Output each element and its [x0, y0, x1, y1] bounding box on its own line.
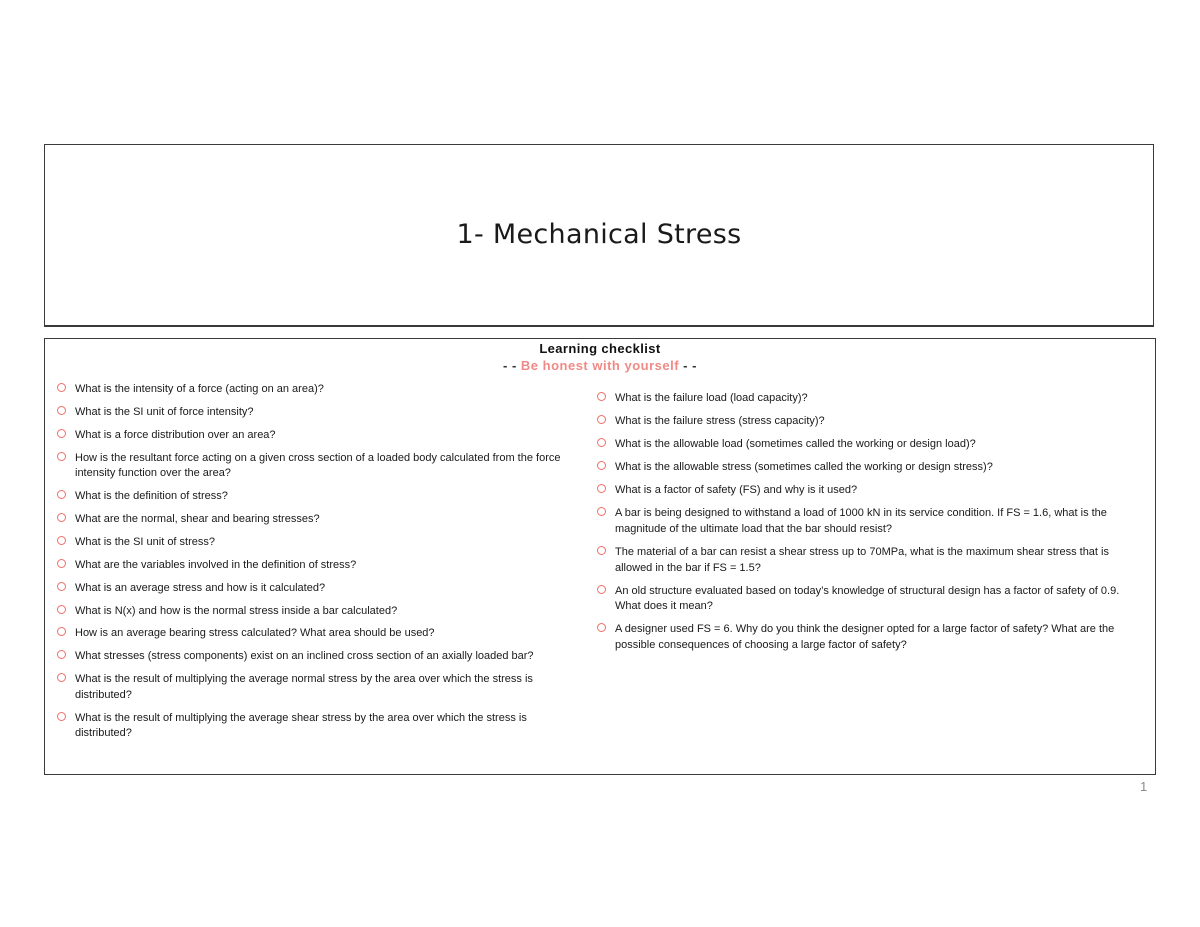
checklist-item [597, 437, 1147, 453]
circle-outline-icon [57, 627, 66, 636]
checklist-subheading [45, 358, 1155, 373]
checklist-item [57, 512, 567, 528]
circle-outline-icon [597, 585, 606, 594]
checklist-item-text: How is an average bearing stress calculated? What area should be used? [75, 627, 435, 640]
checklist-left-column [57, 382, 567, 749]
checklist-item [57, 558, 567, 574]
checklist-item-text: How is the resultant force acting on a given cross section of a loaded body calculated from the force intensity function over the area? [75, 451, 561, 480]
checklist-item-text: What are the normal, shear and bearing stresses? [75, 512, 320, 525]
circle-outline-icon [57, 582, 66, 591]
checklist-item-text: What is an average stress and how is it calculated? [75, 581, 326, 594]
circle-outline-icon [597, 623, 606, 632]
checklist-item-text: What stresses (stress components) exist on an inclined cross section of an axially loaded bar? [75, 650, 534, 663]
checklist-item-text: The material of a bar can resist a shear stress up to 70MPa, what is the maximum shear stress that is allowed in the bar if FS = 1.5? [615, 546, 1109, 574]
circle-outline-icon [57, 712, 66, 721]
circle-outline-icon [57, 650, 66, 659]
checklist-item-text: An old structure evaluated based on today’s knowledge of structural design has a factor of safety of 0.9. What does it mean? [615, 584, 1120, 613]
circle-outline-icon [57, 429, 66, 438]
circle-outline-icon [57, 673, 66, 682]
learning-checklist-box [44, 338, 1156, 775]
circle-outline-icon [57, 536, 66, 545]
checklist-item-text: What is the allowable load (sometimes called the working or design load)? [615, 438, 976, 451]
checklist-item-text: What is a force distribution over an area? [75, 428, 276, 441]
title-slide-box [44, 144, 1154, 327]
checklist-heading: Learning checklist [539, 341, 661, 356]
checklist-item [597, 460, 1147, 476]
circle-outline-icon [597, 438, 606, 447]
checklist-item [57, 649, 567, 665]
checklist-item [57, 626, 567, 642]
checklist-item-text: What is the allowable stress (sometimes called the working or design stress)? [615, 461, 993, 474]
circle-outline-icon [597, 461, 606, 470]
circle-outline-icon [597, 484, 606, 493]
checklist-item-text: What is a factor of safety (FS) and why is it used? [615, 484, 858, 497]
circle-outline-icon [57, 605, 66, 614]
checklist-item [57, 405, 567, 421]
circle-outline-icon [597, 415, 606, 424]
checklist-item-text: A bar is being designed to withstand a load of 1000 kN in its service condition. If FS = 1.6, what is the magnitude of the ultimate load that the bar should resist? [615, 507, 1107, 535]
circle-outline-icon [597, 392, 606, 401]
checklist-item [57, 489, 567, 505]
checklist-item-text: What is the failure load (load capacity)? [615, 392, 808, 404]
checklist-item [57, 672, 567, 703]
checklist-item-text: What is the definition of stress? [75, 490, 228, 503]
checklist-item-text: What is the SI unit of force intensity? [75, 405, 254, 418]
circle-outline-icon [57, 490, 66, 499]
checklist-item [597, 584, 1147, 615]
checklist-item [597, 506, 1147, 537]
circle-outline-icon [597, 507, 606, 516]
checklist-item-text: A designer used FS = 6. Why do you think the designer opted for a large factor of safety? What are the possible consequences of choosing a large factor of safety? [615, 623, 1115, 651]
checklist-right-column [597, 391, 1147, 661]
checklist-item-text: What is the intensity of a force (acting on an area)? [75, 383, 324, 395]
circle-outline-icon [57, 513, 66, 522]
circle-outline-icon [597, 546, 606, 555]
checklist-item-text: What is the SI unit of stress? [75, 535, 216, 548]
subheading-highlight: Be honest with yourself [520, 358, 680, 373]
checklist-item [57, 604, 567, 620]
checklist-item [597, 483, 1147, 499]
page-title: 1- Mechanical Stress [456, 219, 742, 250]
checklist-item-text: What is the result of multiplying the average shear stress by the area over which the stress is distributed? [75, 711, 527, 740]
checklist-item [57, 711, 567, 742]
checklist-item-text: What is the failure stress (stress capacity)? [615, 415, 825, 428]
circle-outline-icon [57, 383, 66, 392]
circle-outline-icon [57, 452, 66, 461]
checklist-item [597, 391, 1147, 407]
checklist-item [597, 414, 1147, 430]
checklist-item [57, 535, 567, 551]
circle-outline-icon [57, 559, 66, 568]
checklist-item [597, 545, 1147, 576]
checklist-item-text: What is N(x) and how is the normal stress inside a bar calculated? [75, 604, 398, 617]
checklist-item [57, 382, 567, 398]
circle-outline-icon [57, 406, 66, 415]
page-number: 1 [1140, 779, 1148, 794]
checklist-item [57, 581, 567, 597]
checklist-item [57, 451, 567, 482]
checklist-item [597, 622, 1147, 653]
checklist-item [57, 428, 567, 444]
checklist-item-text: What is the result of multiplying the average normal stress by the area over which the stress is distributed? [75, 673, 533, 701]
subheading-dash-left: - - [503, 358, 521, 373]
checklist-item-text: What are the variables involved in the definition of stress? [75, 558, 357, 571]
subheading-dash-right: - - [679, 358, 697, 373]
